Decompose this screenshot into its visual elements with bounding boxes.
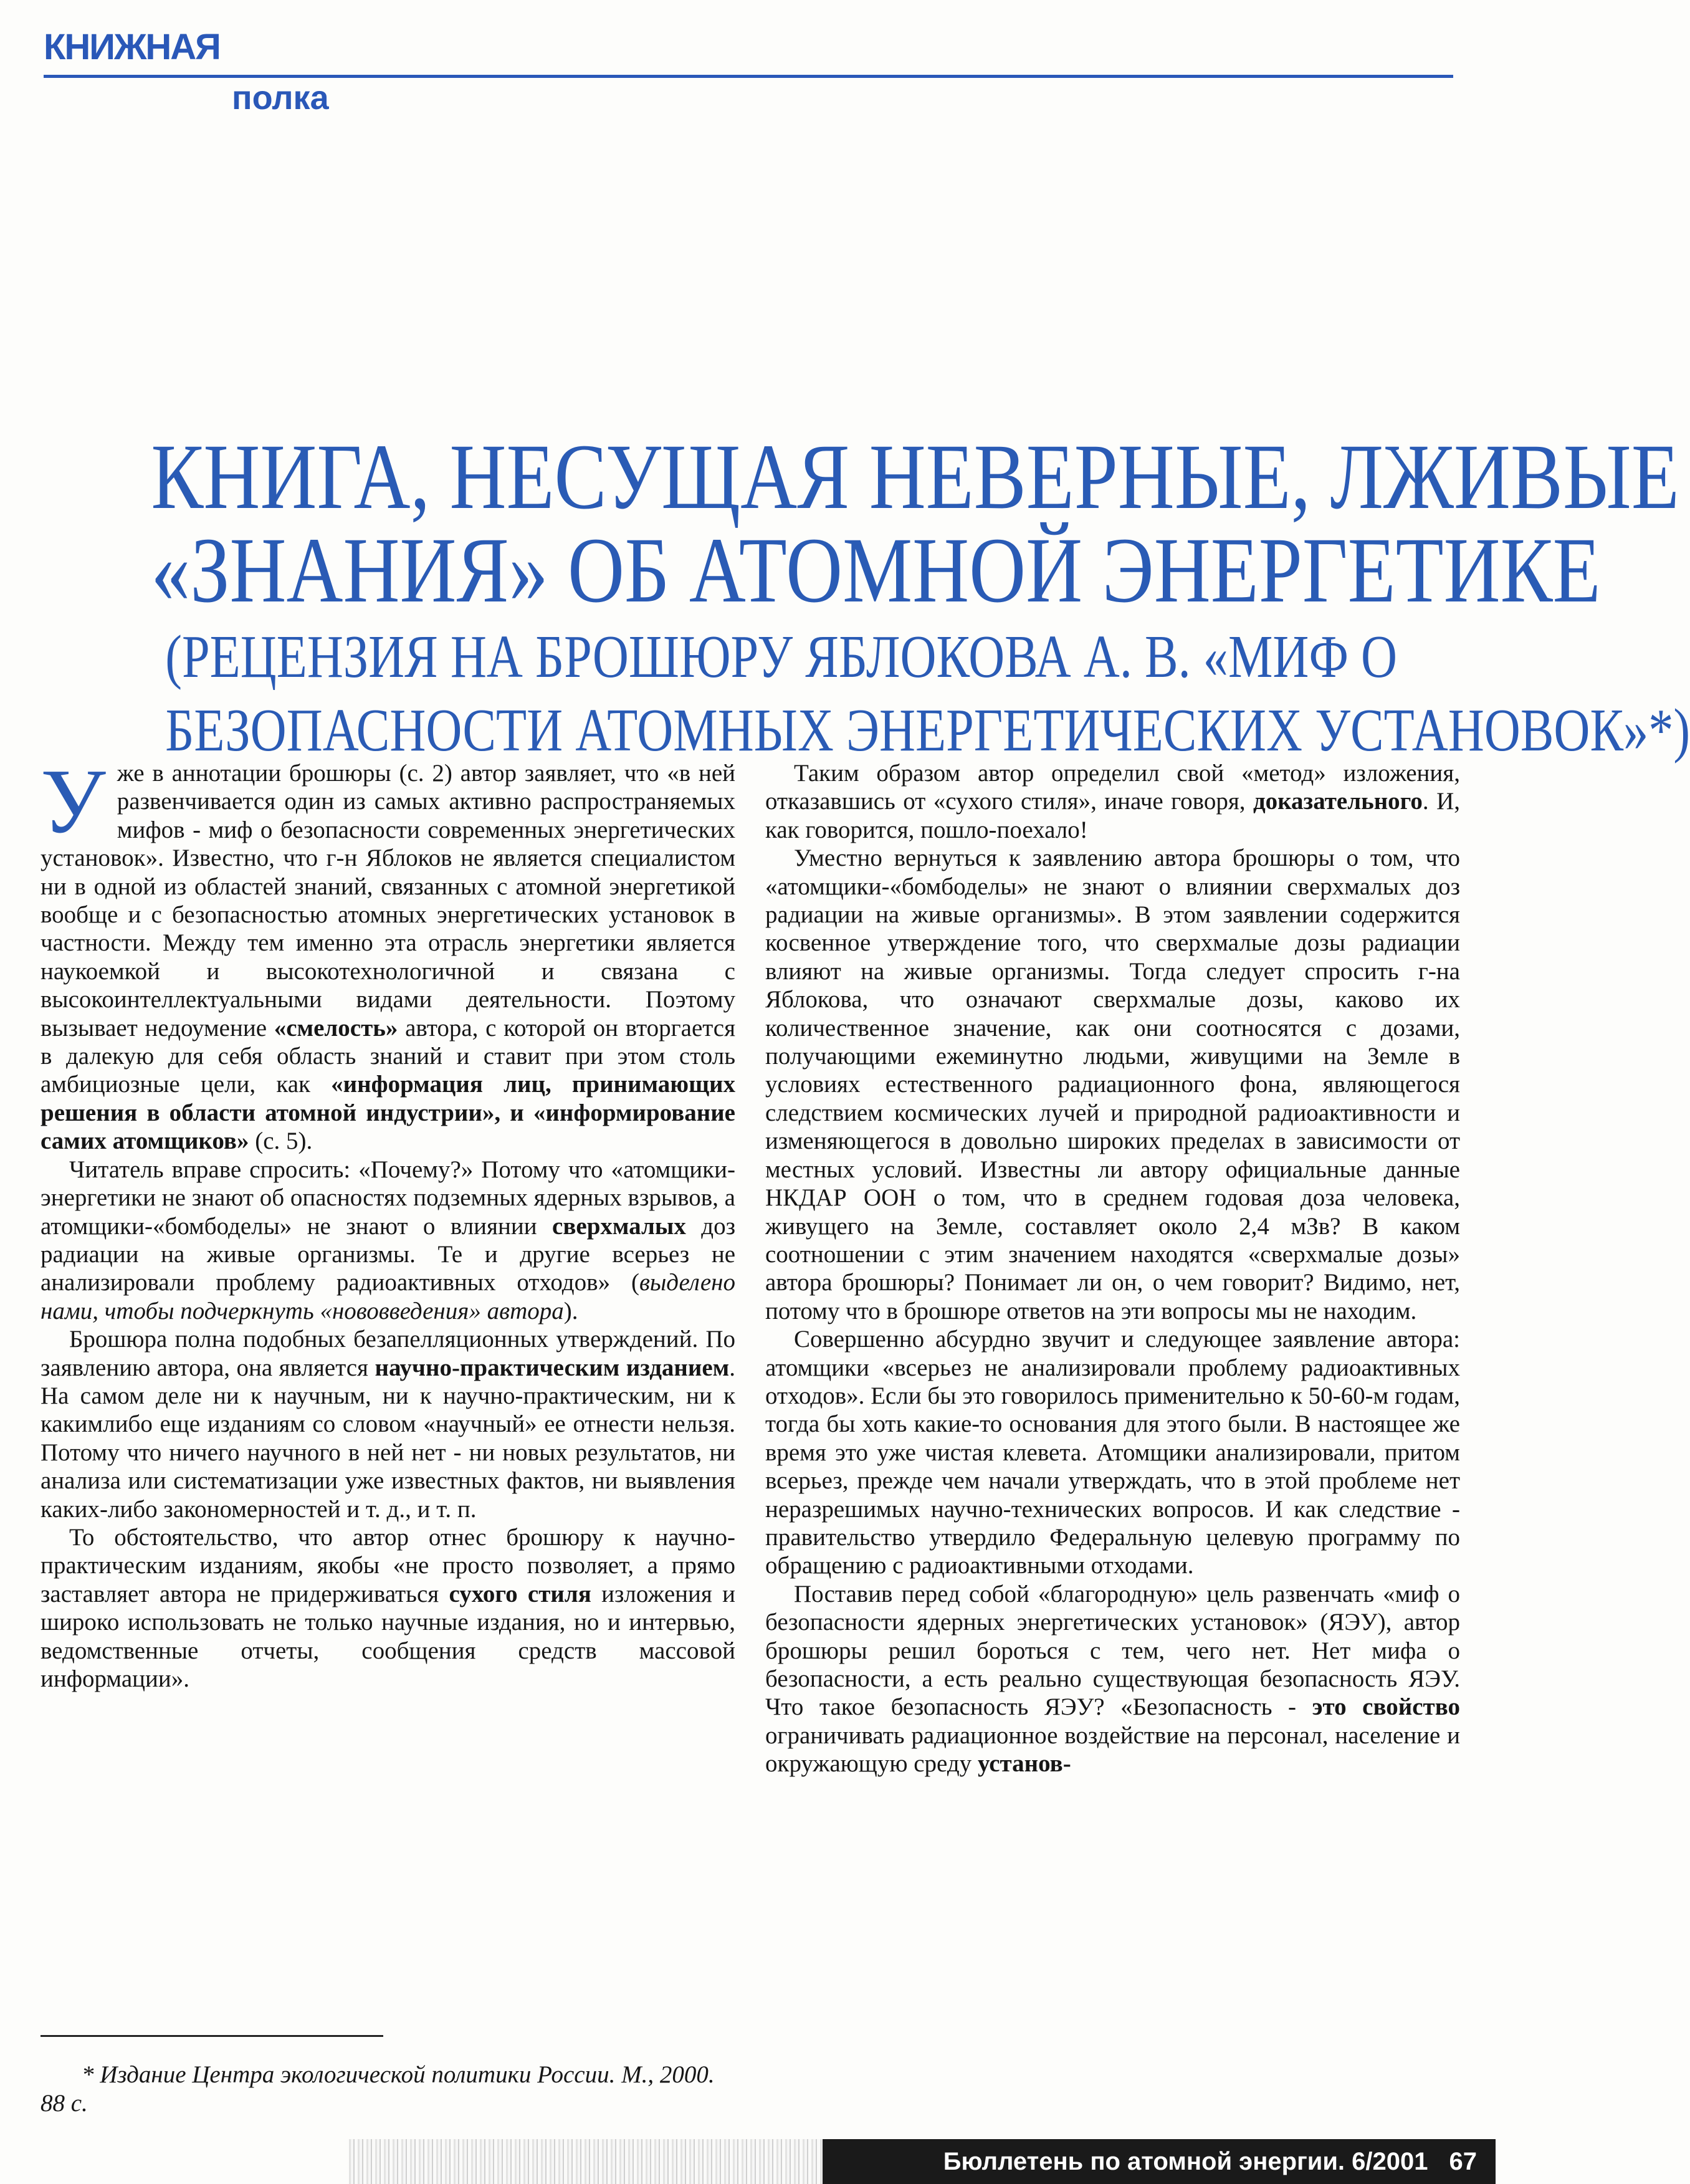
text: Таким образом автор определил свой «метод» изложения, отказавшись от «сухого стиля», иначе говоря, (765, 760, 1460, 815)
page-number: 67 (1449, 2147, 1477, 2175)
paragraph: Совершенно абсурдно звучит и следующее заявление автора: атомщики «всерьез не анализировали проблему радиоактивных отходов». Если бы это говорилось применительно к 50-60-м годам, тогда бы хоть какие-то основания для этого были. В настоящее же время это уже чистая клевета. Атомщики анализировали, притом всерьез, прежде чем начали утверждать, что в этой проблеме нет неразрешимых научно-технических вопросов. И как следствие - правительство утвердило Федеральную целевую программу по обращению с радиоактивными отходами. (765, 1326, 1460, 1579)
bold-text: сверхмалых (552, 1212, 686, 1240)
drop-cap: У (41, 750, 106, 853)
paragraph (41, 1156, 735, 1325)
text: . И, как говорится, пошло-поехало! (765, 788, 1461, 843)
rubric-subtitle: полка (232, 79, 329, 117)
text: Читатель вправе спросить: «Почему?» Потому что «атомщики-энергетики не знают об опасностях подземных ядерных взрывов, а атомщики-«бомбоделы» не знают о влиянии (41, 1156, 735, 1240)
right-column (765, 759, 1460, 1778)
text: (с. 5). (255, 1128, 313, 1155)
paragraph (765, 1580, 1460, 1778)
footnote: * Издание Центра экологической политики России. М., 2000. 88 с. (41, 2061, 715, 2117)
paragraph (765, 759, 1460, 844)
subtitle-line-2: БЕЗОПАСНОСТИ АТОМНЫХ ЭНЕРГЕТИЧЕСКИХ УСТАНОВОК»*) (165, 696, 1690, 764)
text: доз радиации на живые организмы. Те и другие всерьез не анализировали проблему радиоактивных отходов» ( (41, 1212, 736, 1296)
text: изложения и широко использовать не только научные издания, но и интервью, ведомственные отчеты, сообщения средств массовой информации». (41, 1580, 735, 1692)
text: Поставив перед собой «благородную» цель развенчать «миф о безопасности ядерных энергетических установок» (ЯЭУ), автор брошюры решил бороться с тем, чего нет. Нет мифа о безопасности, а есть реально существующая безопасность ЯЭУ. Что такое безопасность ЯЭУ? «Безопасность - (765, 1580, 1460, 1721)
bold-text: установ- (977, 1750, 1071, 1778)
bold-text: «смелость» (274, 1014, 398, 1042)
footnote-divider (41, 2035, 383, 2037)
text: автора, с которой он вторгается в далекую для себя область знаний и ставит при этом столь амбициозные цели, как (41, 1014, 736, 1098)
journal-title: Бюллетень по атомной энергии. 6/2001 (943, 2147, 1428, 2175)
left-column (41, 750, 736, 1693)
paragraph (41, 1523, 735, 1693)
text: То обстоятельство, что автор отнес брошюру к научно-практическим изданиям, якобы «не просто позволяет, а прямо заставляет автора не придерживаться (41, 1523, 735, 1607)
bold-text: сухого стиля (449, 1580, 591, 1607)
text: . На самом деле ни к научным, ни к научно-практическим, ни к какимлибо еще изданиям со словом «научный» ее отнести нельзя. Потому что ничего научного в ней нет - ни новых результатов, ни анализа или систематизации уже известных фактов, ни выявления каких-либо закономерностей и т. д., и т. п. (41, 1354, 735, 1523)
text: Брошюра полна подобных безапелляционных утверждений. По заявлению автора, она является (41, 1326, 735, 1381)
bold-text: научно-практическим изданием (375, 1354, 730, 1381)
paragraph (41, 1325, 735, 1523)
text: же в аннотации брошюры (с. 2) автор заявляет, что «в ней развенчивается один из самых активно распространяемых мифов - миф о безопасности современных энергетических установок». Известно, что г-н Яблоков не является специалистом ни в одной из областей знаний, связанных с атомной энергетикой вообще и с безопасностью атомных энергетических установок в частности. Между тем именно эта отрасль энергетики является наукоемкой и высокотехнологичной и связана с высокоинтеллектуальными видами деятельности. Поэтому вызывает недоумение (41, 760, 735, 1042)
italic-text: выделено нами, чтобы подчеркнуть «нововведения» автора (41, 1269, 735, 1324)
bold-text: это свойство (1312, 1693, 1460, 1721)
paragraph: Уместно вернуться к заявлению автора брошюры о том, что «атомщики-«бомбоделы» не знают о влиянии сверхмалых доз радиации на живые организмы». В этом заявлении содержится косвенное утверждение того, что сверхмалые дозы радиации влияют на живые организмы. Тогда следует спросить г-на Яблокова, что означают сверхмалые дозы, каково их количественное значение, как они соотносятся с дозами, получающими ежеминутно людьми, живущими на Земле в условиях естественного радиационного фона, являющегося следствием космических лучей и природной радиоактивности и изменяющегося в довольно широких пределах в зависимости от местных условий. Известны ли автору официальные данные НКДАР ООН о том, что в среднем годовая доза человека, живущего на Земле, составляет около 2,4 мЗв? В каком соотношении с этим значением находятся «сверхмалые дозы» автора брошюры? Понимает ли он, о чем говорит? Видимо, нет, потому что в брошюре ответов на эти вопросы мы не находим. (765, 845, 1460, 1324)
title-line-1: КНИГА, НЕСУЩАЯ НЕВЕРНЫЕ, ЛЖИВЫЕ (151, 425, 1679, 529)
subtitle-line-1: (РЕЦЕНЗИЯ НА БРОШЮРУ ЯБЛОКОВА А. В. «МИФ О (165, 623, 1398, 691)
text: ограничивать радиационное воздействие на персонал, население и окружающую среду (765, 1722, 1460, 1778)
paragraph (41, 750, 736, 1156)
rubric-divider (44, 75, 1453, 78)
page-footer (823, 2139, 1496, 2184)
article-title (37, 425, 1690, 764)
text: ). (563, 1297, 578, 1324)
title-line-2: «ЗНАНИЯ» ОБ АТОМНОЙ ЭНЕРГЕТИКЕ (151, 519, 1601, 622)
rubric-title: КНИЖНАЯ (44, 27, 220, 67)
bold-text: доказательного (1253, 788, 1423, 815)
bold-text: «информация лиц, принимающих решения в области атомной индустрии», и «информирование самих атомщиков» (41, 1071, 735, 1155)
footer-texture (349, 2139, 823, 2184)
